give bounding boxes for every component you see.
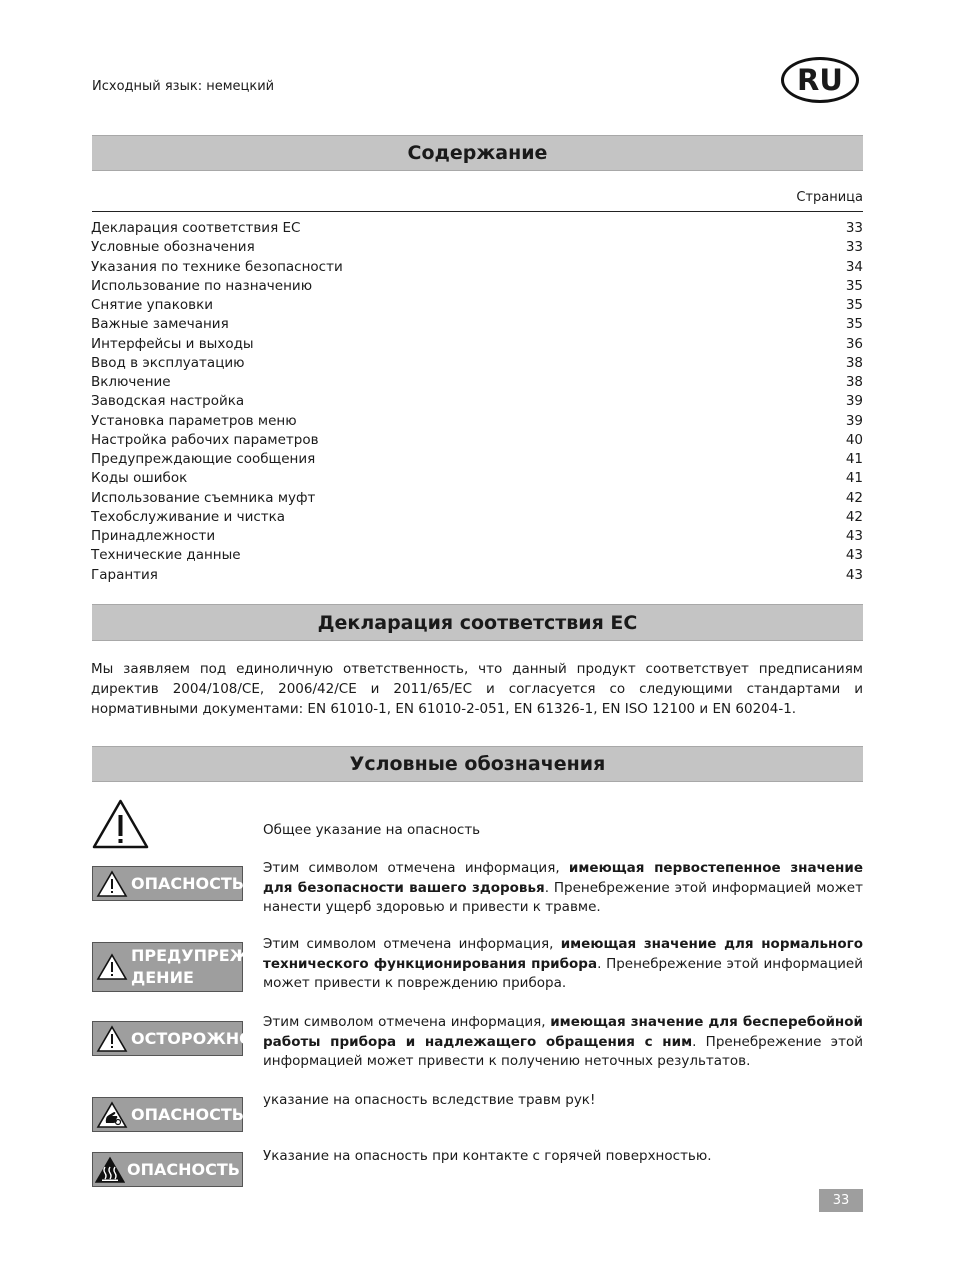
toc-entry-page: 38 <box>845 354 863 371</box>
warning-sign <box>92 942 256 992</box>
warning-triangle-icon <box>93 870 131 898</box>
toc-entry <box>91 431 863 450</box>
toc-entry-label: Интерфейсы и выходы <box>91 335 254 352</box>
toc-entry <box>91 489 863 508</box>
hand-danger-label: ОПАСНОСТЬ <box>131 1104 244 1124</box>
toc-entry <box>91 373 863 392</box>
toc-entry <box>91 219 863 238</box>
declaration-text: Мы заявляем под единоличную ответственность, что данный продукт соответствует предписаниям директив 2004/108/CE, 2006/42/CE и 2011/65/EC и согласуется со следующими стандартами и нормативными документами: EN 61010-1, EN 61010-2-051, EN 61326-1, EN ISO 12100 и EN 60204-1. <box>91 661 863 717</box>
toc-entry-label: Установка параметров меню <box>91 412 297 429</box>
toc-entry-page: 40 <box>845 431 863 448</box>
toc-entry-label: Заводская настройка <box>91 393 245 410</box>
symbols-title: Условные обозначения <box>92 746 863 782</box>
toc-entry-page: 33 <box>845 220 863 236</box>
toc-entry <box>91 546 863 565</box>
warning-triangle-icon <box>93 953 131 981</box>
toc-entry-page: 35 <box>845 277 863 294</box>
toc-entry-page: 38 <box>845 374 863 390</box>
table-of-contents <box>91 219 863 585</box>
toc-entry-page: 39 <box>845 412 863 429</box>
danger-label: ОПАСНОСТЬ <box>131 873 244 893</box>
toc-entry-page: 36 <box>845 335 863 352</box>
toc-entry-page: 43 <box>845 566 863 583</box>
source-language-note: Исходный язык: немецкий <box>92 79 275 94</box>
toc-entry-label: Указания по технике безопасности <box>91 258 343 275</box>
toc-entry <box>91 296 863 315</box>
hand-injury-icon <box>93 1101 131 1129</box>
toc-entry-label: Настройка рабочих параметров <box>91 431 319 448</box>
toc-entry-label: Коды ошибок <box>91 470 188 487</box>
toc-entry <box>91 238 863 257</box>
toc-entry-page: 33 <box>845 239 863 256</box>
toc-entry-label: Условные обозначения <box>91 239 255 256</box>
toc-entry-label: Ввод в эксплуатацию <box>91 354 245 371</box>
toc-entry <box>91 354 863 373</box>
warning-text: Этим символом отмечена информация, имеющая значение для нормального технического функционирования прибора. Пренебрежение этой информацией может привести к повреждению прибора. <box>263 936 863 991</box>
page-number: 33 <box>819 1189 863 1212</box>
toc-entry-page: 41 <box>845 451 863 467</box>
toc-entry <box>91 566 863 585</box>
warning-label: ПРЕДУПРЕЖ- ДЕНИЕ <box>131 946 256 987</box>
toc-entry-page: 42 <box>845 489 863 506</box>
toc-entry <box>91 450 863 469</box>
general-warning-text: Общее указание на опасность <box>263 822 481 838</box>
toc-page-column-header: Страница <box>92 190 863 212</box>
danger-sign <box>92 866 243 901</box>
toc-entry-label: Снятие упаковки <box>91 297 213 313</box>
toc-entry <box>91 315 863 334</box>
hot-surface-text: Указание на опасность при контакте с горячей поверхностью. <box>263 1148 712 1164</box>
toc-entry <box>91 258 863 277</box>
toc-entry-page: 43 <box>845 547 863 564</box>
toc-entry <box>91 508 863 527</box>
toc-entry-label: Декларация соответствия ЕС <box>91 220 301 236</box>
language-badge: RU <box>781 57 859 103</box>
toc-entry-label: Гарантия <box>91 566 158 583</box>
toc-entry-page: 41 <box>845 470 863 487</box>
caution-sign <box>92 1021 253 1056</box>
toc-entry-label: Предупреждающие сообщения <box>91 451 316 467</box>
danger-text: Этим символом отмечена информация, имеющая первостепенное значение для безопасности вашего здоровья. Пренебрежение этой информацией может нанести ущерб здоровью и привести к травме. <box>263 860 863 915</box>
toc-entry-label: Использование съемника муфт <box>91 489 316 506</box>
toc-entry-label: Технические данные <box>91 547 241 564</box>
toc-entry-label: Техобслуживание и чистка <box>91 508 286 525</box>
toc-entry-label: Важные замечания <box>91 316 229 333</box>
caution-text: Этим символом отмечена информация, имеющая значение для бесперебойной работы прибора и надлежащего обращения с ним. Пренебрежение этой информацией может привести к получению неточных результатов. <box>263 1014 863 1069</box>
toc-entry-page: 35 <box>845 316 863 333</box>
toc-entry-page: 34 <box>845 258 863 275</box>
hot-surface-icon <box>93 1156 127 1184</box>
hot-surface-sign <box>92 1152 243 1187</box>
toc-entry-page: 42 <box>845 508 863 525</box>
hand-danger-text: указание на опасность вследствие травм рук! <box>263 1092 596 1108</box>
caution-label: ОСТОРОЖНО <box>131 1028 253 1048</box>
toc-entry <box>91 392 863 411</box>
toc-entry <box>91 412 863 431</box>
declaration-title: Декларация соответствия ЕС <box>92 604 863 641</box>
warning-triangle-icon <box>93 1025 131 1053</box>
toc-entry-page: 43 <box>845 528 863 544</box>
toc-entry-page: 35 <box>845 297 863 313</box>
general-warning-icon <box>92 799 149 849</box>
toc-entry <box>91 277 863 296</box>
toc-entry <box>91 335 863 354</box>
toc-entry <box>91 469 863 488</box>
toc-entry-label: Включение <box>91 374 171 390</box>
hot-surface-label: ОПАСНОСТЬ <box>127 1159 240 1179</box>
toc-entry-label: Использование по назначению <box>91 277 313 294</box>
contents-title: Содержание <box>92 135 863 171</box>
toc-entry-page: 39 <box>845 393 863 410</box>
hand-danger-sign <box>92 1097 243 1132</box>
toc-entry <box>91 527 863 546</box>
toc-entry-label: Принадлежности <box>91 528 216 544</box>
